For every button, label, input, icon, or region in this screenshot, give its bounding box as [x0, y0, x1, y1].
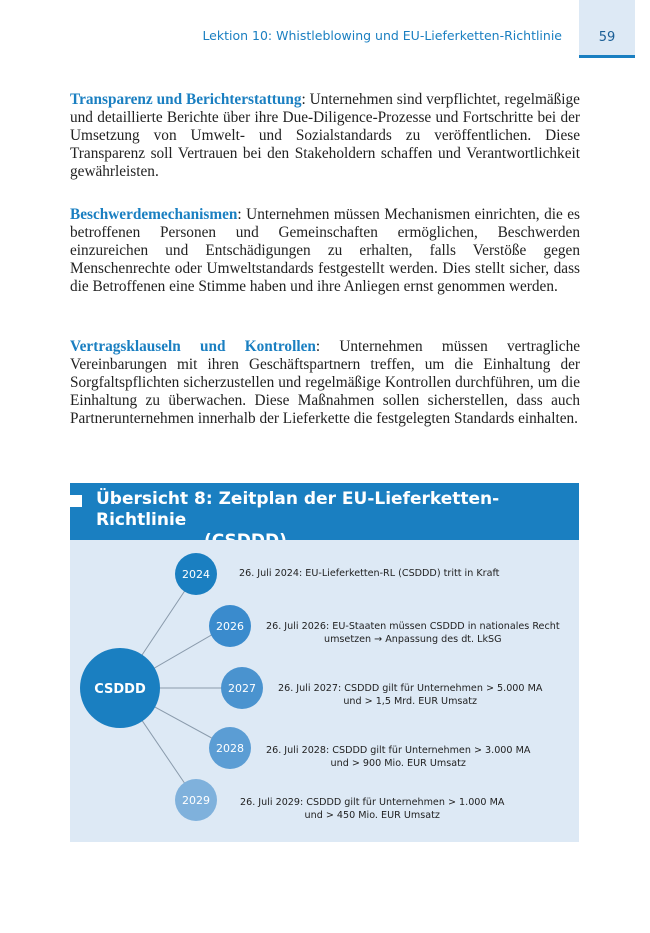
paragraph-term: Vertragsklauseln und Kontrollen: [70, 338, 316, 355]
node-2028-label: 2028: [216, 742, 244, 755]
paragraph-text: : Unternehmen müssen vertragliche Vereinbarungen mit ihren Geschäftspartnern treffen, um die Einhaltung der Sorgfaltspflichten sicherzustellen und regelmäßige Kontrollen durchführen, um die Einhaltung zu überwachen. Diese Maßnahmen sollen sicherstellen, dass auch Partnerunternehmen innerhalb der Lieferkette die festgelegten Standards einhalten.: [70, 338, 581, 427]
running-header: Lektion 10: Whistleblowing und EU-Lieferketten-Richtlinie: [202, 28, 562, 43]
timeline-entry-2029: [240, 796, 504, 822]
node-2027-label: 2027: [228, 682, 256, 695]
square-bullet-icon: [70, 495, 82, 507]
paragraph-term: Transparenz und Berichterstattung: [70, 91, 302, 108]
timeline-entry-2028: [266, 744, 530, 770]
timeline-entry-line1: 26. Juli 2028: CSDDD gilt für Unternehmen > 3.000 MA: [266, 745, 531, 756]
paragraph-contracts: [70, 338, 580, 428]
timeline-entry-2027: [278, 682, 542, 708]
paragraph-transparency: [70, 91, 580, 181]
timeline-entry-line1: 26. Juli 2029: CSDDD gilt für Unternehmen > 1.000 MA: [240, 797, 505, 808]
timeline-entry-line1: 26. Juli 2024: EU-Lieferketten-RL (CSDDD) tritt in Kraft: [239, 568, 500, 579]
timeline-entry-2024: [239, 567, 499, 580]
timeline-entry-line1: 26. Juli 2027: CSDDD gilt für Unternehmen > 5.000 MA: [278, 683, 543, 694]
node-2024-label: 2024: [182, 568, 210, 581]
page-number: 59: [579, 0, 635, 58]
timeline-entry-line2: und > 900 Mio. EUR Umsatz: [330, 758, 466, 769]
overview-title-line1: Übersicht 8: Zeitplan der EU-Lieferketten-Richtlinie: [96, 489, 500, 530]
timeline-entry-line1: 26. Juli 2026: EU-Staaten müssen CSDDD in nationales Recht: [266, 621, 560, 632]
timeline-entry-line2: umsetzen → Anpassung des dt. LkSG: [324, 634, 502, 645]
timeline-panel: [70, 540, 579, 842]
overview-header: [70, 483, 579, 540]
paragraph-complaints: [70, 206, 580, 296]
timeline-entry-line2: und > 1,5 Mrd. EUR Umsatz: [343, 696, 478, 707]
paragraph-text: : Unternehmen sind verpflichtet, regelmäßige und detaillierte Berichte über ihre Due-Diligence-Prozesse und Fortschritte bei der Umsetzung von Umwelt- und Sozialstandards zu veröffentlichen. Diese Transparenz soll Vertrauen bei den Stakeholdern schaffen und Verantwortlichkeit gewährleisten.: [70, 91, 580, 180]
node-2026-label: 2026: [216, 620, 244, 633]
paragraph-term: Beschwerdemechanismen: [70, 206, 238, 223]
node-2029-label: 2029: [182, 794, 210, 807]
timeline-entry-line2: und > 450 Mio. EUR Umsatz: [304, 810, 440, 821]
paragraph-text: : Unternehmen müssen Mechanismen einrichten, die es betroffenen Personen und Gemeinschaften ermöglichen, Beschwerden einzureichen und Entschädigungen zu erhalten, falls Verstöße gegen Menschenrechte oder Umweltstandards festgestellt werden. Dies stellt sicher, dass die Betroffenen eine Stimme haben und ihre Anliegen ernst genommen werden.: [70, 206, 580, 295]
timeline-entry-2026: [266, 620, 560, 646]
hub-label: CSDDD: [94, 682, 146, 697]
